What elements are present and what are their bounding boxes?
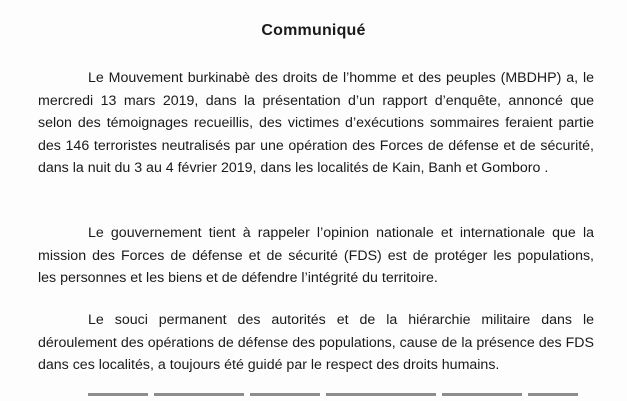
paragraph-2-line-2: mission des Forces de défense et de sécurité (FDS) est de protéger les populations, — [38, 247, 594, 264]
paragraph-3-line-3: dans ces localités, a toujours été guidé par le respect des droits humains. — [38, 357, 500, 374]
paragraph-1-line-5: dans la nuit du 3 au 4 février 2019, dans les localités de Kain, Banh et Gomboro . — [38, 160, 549, 177]
paragraph-1-line-4: des 146 terroristes neutralisés par une opération des Forces de défense et de sécurité, — [38, 137, 594, 154]
paragraph-2 — [38, 222, 594, 290]
paragraph-3-line-2: déroulement des opérations de défense des populations, cause de la présence des FDS — [38, 334, 594, 351]
paragraph-1-line-1: Le Mouvement burkinabè des droits de l’homme et des peuples (MBDHP) a, le — [88, 70, 594, 86]
document-title: Communiqué — [261, 22, 366, 39]
paragraph-1-line-3: selon des témoignages recueillis, des victimes d’exécutions sommaires feraient partie — [38, 115, 594, 132]
paragraph-1-line-2: mercredi 13 mars 2019, dans la présentation d’un rapport d’enquête, annoncé que — [38, 92, 594, 109]
cropped-text-line — [88, 393, 588, 401]
paragraph-1 — [38, 67, 594, 180]
paragraph-3 — [38, 309, 594, 377]
paragraph-2-line-1: Le gouvernement tient à rappeler l’opinion nationale et internationale que la — [88, 225, 594, 241]
paragraph-2-line-3: les personnes et les biens et de défendre l’intégrité du territoire. — [38, 270, 438, 287]
paragraph-3-line-1: Le souci permanent des autorités et de la hiérarchie militaire dans le — [88, 312, 594, 328]
